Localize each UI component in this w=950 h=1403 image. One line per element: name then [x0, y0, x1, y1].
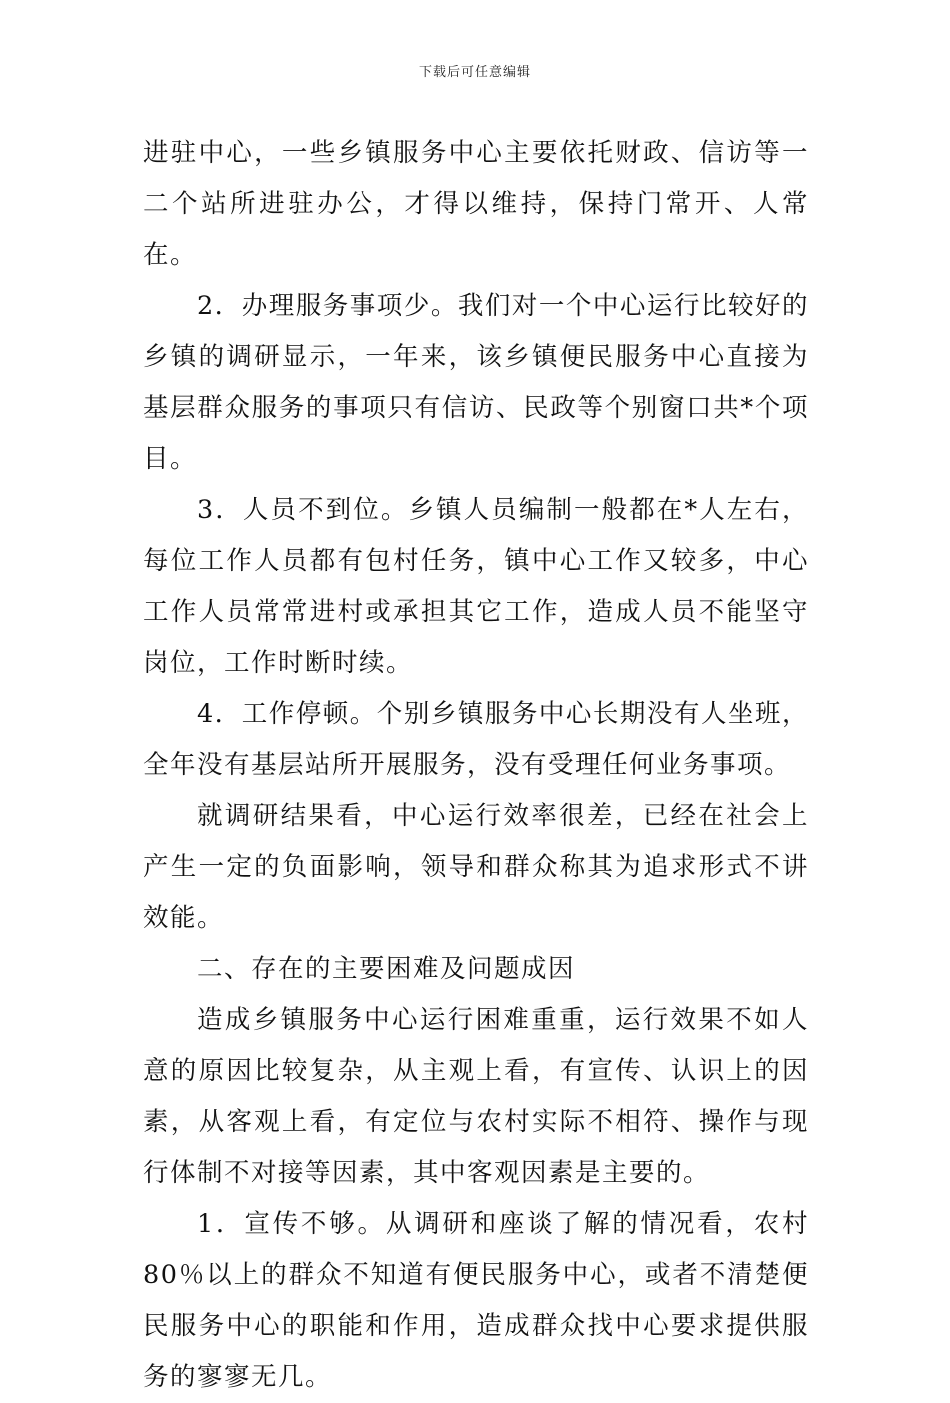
paragraph-item-2: 2．办理服务事项少。我们对一个中心运行比较好的乡镇的调研显示，一年来，该乡镇便民服务中心直接为基层群众服务的事项只有信访、民政等个别窗口共*个项目。	[143, 291, 809, 474]
paragraph-summary: 就调研结果看，中心运行效率很差，已经在社会上产生一定的负面影响，领导和群众称其为追求形式不讲效能。	[143, 801, 809, 933]
paragraph-item-4: 4．工作停顿。个别乡镇服务中心长期没有人坐班，全年没有基层站所开展服务，没有受理任何业务事项。	[143, 699, 809, 780]
section-heading: 二、存在的主要困难及问题成因	[197, 954, 576, 984]
paragraph-cause-1: 1．宣传不够。从调研和座谈了解的情况看，农村80％以上的群众不知道有便民服务中心，或者不清楚便民服务中心的职能和作用，造成群众找中心要求提供服务的寥寥无几。	[143, 1209, 809, 1392]
page-header: 下载后可任意编辑	[418, 65, 531, 80]
paragraph-causes-intro: 造成乡镇服务中心运行困难重重，运行效果不如人意的原因比较复杂，从主观上看，有宣传、认识上的因素，从客观上看，有定位与农村实际不相符、操作与现行体制不对接等因素，其中客观因素是主要的。	[143, 1005, 809, 1188]
paragraph-continuation: 进驻中心，一些乡镇服务中心主要依托财政、信访等一二个站所进驻办公，才得以维持，保持门常开、人常在。	[143, 138, 809, 270]
paragraph-item-3: 3．人员不到位。乡镇人员编制一般都在*人左右，每位工作人员都有包村任务，镇中心工作又较多，中心工作人员常常进村或承担其它工作，造成人员不能坚守岗位，工作时断时续。	[143, 495, 809, 678]
document-body	[143, 128, 809, 1403]
